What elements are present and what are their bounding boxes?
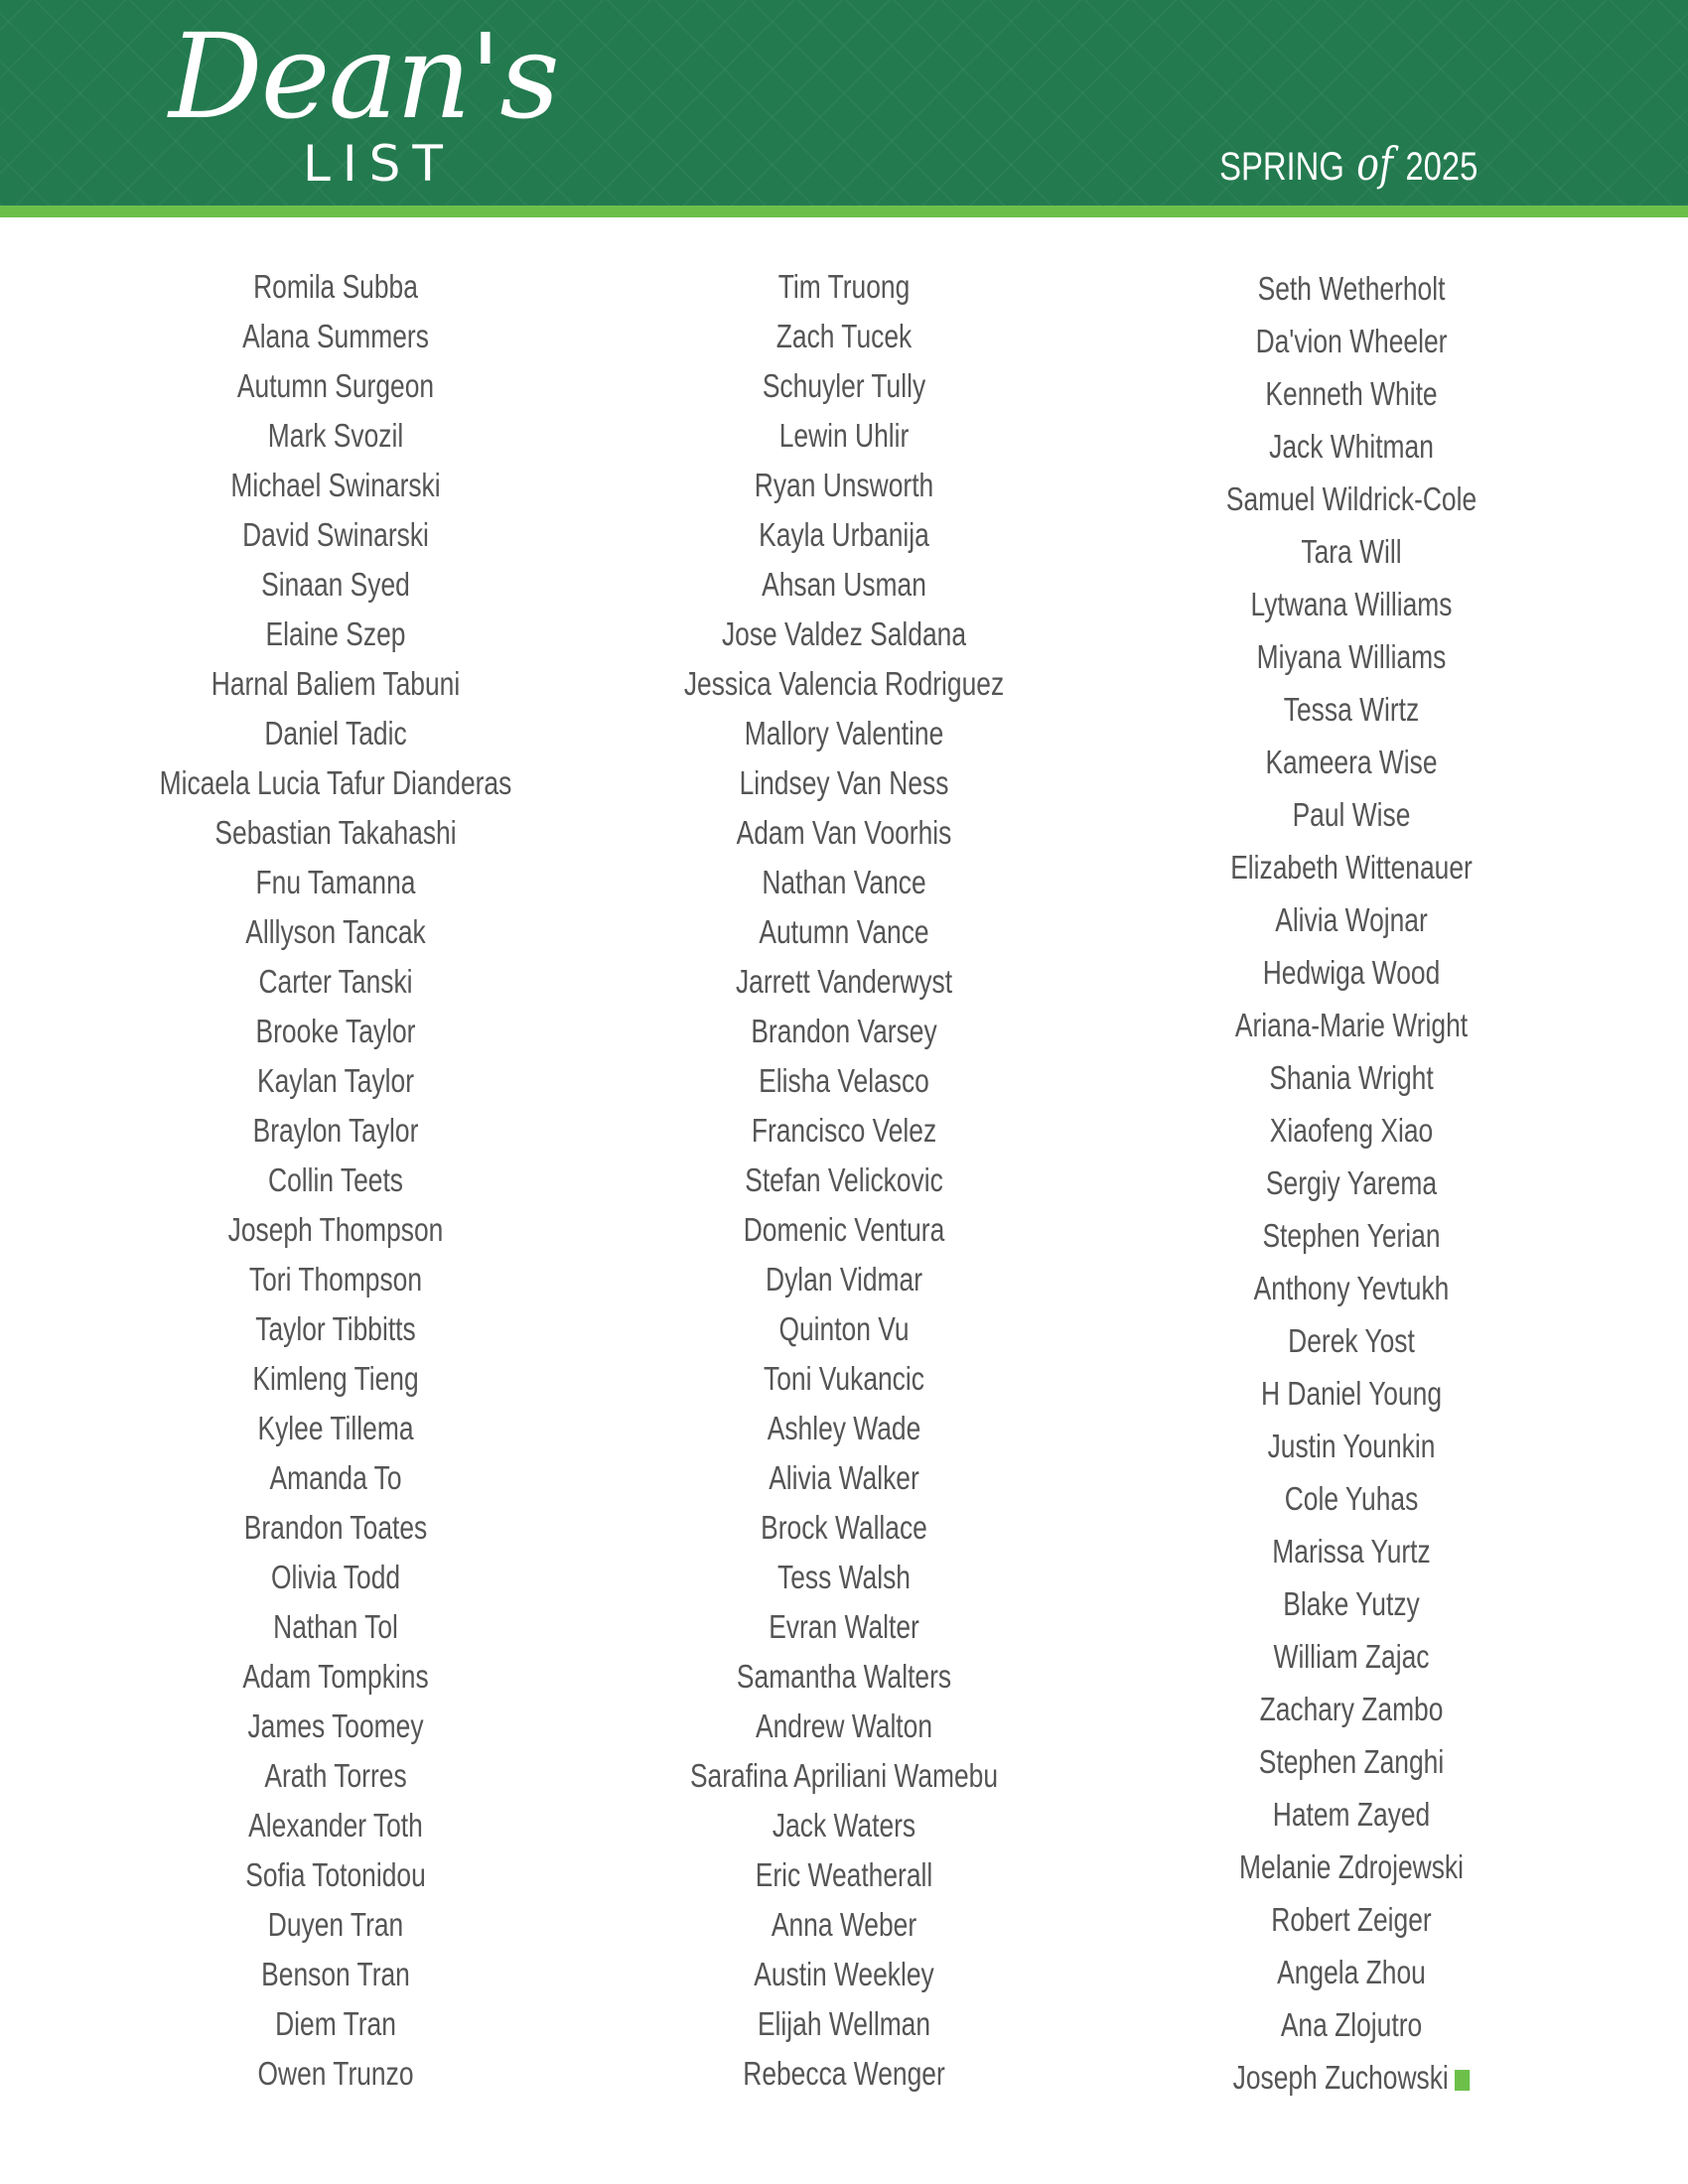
list-item [1145, 1630, 1558, 1683]
student-name: Kaylan Taylor [256, 1062, 414, 1099]
student-name: Elisha Velasco [759, 1062, 929, 1099]
term-label [1218, 137, 1477, 191]
student-name: Jarrett Vanderwyst [735, 963, 953, 1000]
list-item [129, 312, 542, 361]
student-name: Jack Waters [772, 1807, 916, 1843]
list-item [637, 1900, 1051, 1950]
student-name: Kayla Urbanija [759, 516, 929, 553]
student-name: Owen Trunzo [257, 2055, 414, 2092]
student-name: Ana Zlojutro [1280, 2006, 1423, 2043]
student-name: Hatem Zayed [1272, 1796, 1431, 1833]
list-item [637, 808, 1051, 858]
list-item [1145, 946, 1558, 999]
list-item [129, 758, 542, 808]
student-name: Brandon Toates [243, 1509, 428, 1546]
list-item [637, 2049, 1051, 2099]
list-item [1145, 2051, 1558, 2104]
list-item [1145, 999, 1558, 1051]
list-item [1145, 315, 1558, 367]
name-column-3 [1093, 262, 1610, 2104]
student-name: Ashley Wade [767, 1410, 921, 1446]
list-item [129, 709, 542, 758]
student-name: Nathan Tol [273, 1608, 398, 1645]
student-name: Micaela Lucia Tafur Dianderas [159, 764, 512, 801]
student-name: Mallory Valentine [744, 715, 944, 751]
student-name: Taylor Tibbitts [255, 1310, 416, 1347]
list-item [129, 1751, 542, 1801]
deans-list-logo-caps: LIST [303, 135, 455, 193]
student-name: Quinton Vu [778, 1310, 910, 1347]
student-name: Nathan Vance [762, 864, 926, 900]
list-item [1145, 841, 1558, 893]
list-item [637, 312, 1051, 361]
list-item [1145, 893, 1558, 946]
student-name: Alexander Toth [248, 1807, 423, 1843]
student-name: Alivia Wojnar [1275, 901, 1428, 938]
list-item [1145, 1051, 1558, 1104]
student-name: Braylon Taylor [252, 1112, 419, 1149]
list-item [1145, 736, 1558, 788]
list-item [1145, 420, 1558, 473]
student-name: Jack Whitman [1269, 428, 1434, 465]
list-item [637, 1850, 1051, 1900]
student-name: Francisco Velez [751, 1112, 937, 1149]
student-name: Da'vion Wheeler [1255, 323, 1448, 359]
student-name: Ryan Unsworth [754, 467, 934, 503]
student-name: Xiaofeng Xiao [1269, 1112, 1434, 1149]
list-item [129, 262, 542, 312]
name-column-1 [77, 262, 594, 2099]
list-item [637, 1751, 1051, 1801]
student-name: Duyen Tran [267, 1906, 404, 1943]
list-item [1145, 1683, 1558, 1735]
student-name: Autumn Surgeon [236, 367, 435, 404]
student-name: Kylee Tillema [257, 1410, 414, 1446]
student-name: Eric Weatherall [755, 1856, 933, 1893]
list-item [637, 1553, 1051, 1602]
list-item [637, 560, 1051, 610]
list-item [637, 858, 1051, 907]
student-name: Blake Yutzy [1283, 1585, 1420, 1622]
list-item [1145, 1998, 1558, 2051]
student-name: William Zajac [1273, 1638, 1430, 1675]
student-name: Kimleng Tieng [252, 1360, 419, 1397]
list-item [129, 560, 542, 610]
list-item [129, 1354, 542, 1404]
list-item [1145, 1735, 1558, 1788]
student-name: Samantha Walters [736, 1658, 952, 1695]
student-name: Adam Tompkins [242, 1658, 429, 1695]
term-of: of [1355, 137, 1393, 191]
student-name: Melanie Zdrojewski [1239, 1848, 1464, 1885]
list-item [1145, 788, 1558, 841]
list-item [637, 758, 1051, 808]
list-item [129, 1404, 542, 1453]
list-item [129, 957, 542, 1007]
student-name: Robert Zeiger [1271, 1901, 1432, 1938]
list-item [637, 1205, 1051, 1255]
list-item [637, 1702, 1051, 1751]
student-name: Jessica Valencia Rodriguez [683, 665, 1005, 702]
list-item [129, 2049, 542, 2099]
list-item [637, 1602, 1051, 1652]
student-name: Brock Wallace [761, 1509, 927, 1546]
list-item [129, 1850, 542, 1900]
list-item [1145, 1420, 1558, 1472]
student-name: Evran Walter [769, 1608, 919, 1645]
student-name: Alivia Walker [769, 1459, 919, 1496]
student-name: Elaine Szep [265, 615, 406, 652]
list-item [129, 1702, 542, 1751]
list-item [129, 1156, 542, 1205]
list-item [637, 411, 1051, 461]
list-item [1145, 578, 1558, 630]
list-item [1145, 473, 1558, 525]
student-name: Romila Subba [253, 268, 418, 305]
list-item [637, 1304, 1051, 1354]
student-name: Rebecca Wenger [743, 2055, 945, 2092]
list-item [129, 461, 542, 510]
student-name: Collin Teets [268, 1161, 403, 1198]
student-name: Lewin Uhlir [778, 417, 910, 454]
list-item [637, 1801, 1051, 1850]
list-item [1145, 1946, 1558, 1998]
student-name: Angela Zhou [1277, 1954, 1426, 1990]
student-name: Fnu Tamanna [255, 864, 416, 900]
list-item [637, 1354, 1051, 1404]
student-name: Joseph Thompson [227, 1211, 444, 1248]
list-item [637, 1950, 1051, 1999]
student-name: Elijah Wellman [757, 2005, 931, 2042]
student-name: James Toomey [247, 1707, 424, 1744]
student-name: Toni Vukancic [764, 1360, 924, 1397]
list-item [1145, 1841, 1558, 1893]
list-item [129, 1950, 542, 1999]
student-name: Sergiy Yarema [1265, 1164, 1438, 1201]
list-item [637, 1255, 1051, 1304]
student-name: Samuel Wildrick-Cole [1225, 480, 1477, 517]
list-item [129, 1801, 542, 1850]
student-name: Tess Walsh [777, 1559, 911, 1595]
student-name: Anthony Yevtukh [1253, 1270, 1450, 1306]
list-item [129, 659, 542, 709]
list-item [129, 361, 542, 411]
list-item [129, 1503, 542, 1553]
student-name: Joseph Zuchowski [1232, 2059, 1449, 2096]
list-item [637, 659, 1051, 709]
list-item [1145, 525, 1558, 578]
student-name: Cole Yuhas [1284, 1480, 1419, 1517]
list-item [637, 262, 1051, 312]
student-name: Elizabeth Wittenauer [1230, 849, 1473, 886]
student-name: Alllyson Tancak [245, 913, 426, 950]
list-item [129, 1007, 542, 1056]
student-name: Carter Tanski [258, 963, 413, 1000]
student-name: Jose Valdez Saldana [721, 615, 967, 652]
list-item [129, 858, 542, 907]
deans-list-logo-script: Dean's [169, 8, 558, 145]
student-name: Michael Swinarski [230, 467, 441, 503]
student-name: Domenic Ventura [743, 1211, 945, 1248]
list-item [129, 1553, 542, 1602]
list-item [129, 808, 542, 858]
student-name: Sarafina Apriliani Wamebu [689, 1757, 999, 1794]
list-item [129, 1205, 542, 1255]
student-name: Dylan Vidmar [766, 1261, 922, 1297]
list-item [1145, 683, 1558, 736]
student-name: Anna Weber [771, 1906, 917, 1943]
student-name: Austin Weekley [754, 1956, 934, 1992]
student-name: Derek Yost [1288, 1322, 1415, 1359]
list-item [637, 361, 1051, 411]
list-item [637, 1156, 1051, 1205]
student-name: Harnal Baliem Tabuni [211, 665, 461, 702]
student-name: Kenneth White [1265, 375, 1438, 412]
list-item [129, 1652, 542, 1702]
list-item [637, 1453, 1051, 1503]
student-name: Lindsey Van Ness [739, 764, 949, 801]
list-item [1145, 1314, 1558, 1367]
list-item [1145, 1577, 1558, 1630]
list-item [1145, 1157, 1558, 1209]
student-name: Olivia Todd [270, 1559, 401, 1595]
term-season: SPRING [1218, 145, 1344, 189]
list-item [1145, 262, 1558, 315]
term-year: 2025 [1405, 145, 1477, 189]
student-name: Tessa Wirtz [1283, 691, 1420, 728]
student-name: Seth Wetherholt [1257, 270, 1446, 307]
student-name: Daniel Tadic [264, 715, 407, 751]
list-item [129, 1304, 542, 1354]
list-item [1145, 1525, 1558, 1577]
student-name: Alana Summers [242, 318, 429, 354]
header-accent-stripe [0, 205, 1688, 217]
list-item [637, 510, 1051, 560]
list-item [637, 1503, 1051, 1553]
student-name: Zachary Zambo [1259, 1691, 1444, 1727]
list-item [637, 1652, 1051, 1702]
student-name: Stephen Yerian [1262, 1217, 1441, 1254]
student-name: Ariana-Marie Wright [1234, 1007, 1469, 1043]
student-name: H Daniel Young [1260, 1375, 1443, 1412]
list-item [1145, 630, 1558, 683]
list-item [1145, 367, 1558, 420]
student-name: Miyana Williams [1256, 638, 1447, 675]
list-item [129, 1900, 542, 1950]
student-name: Marissa Yurtz [1272, 1533, 1431, 1570]
list-item [129, 1255, 542, 1304]
list-item [637, 907, 1051, 957]
list-item [129, 1999, 542, 2049]
list-item [1145, 1472, 1558, 1525]
list-item [1145, 1893, 1558, 1946]
student-name: Zach Tucek [775, 318, 913, 354]
end-mark-square [1455, 2070, 1470, 2091]
student-name: Benson Tran [261, 1956, 410, 1992]
list-item [129, 411, 542, 461]
list-item [129, 610, 542, 659]
list-item [1145, 1209, 1558, 1262]
student-name: Hedwiga Wood [1262, 954, 1441, 991]
name-column-2 [586, 262, 1102, 2099]
list-item [637, 709, 1051, 758]
header-banner [0, 0, 1688, 205]
list-item [637, 1056, 1051, 1106]
student-name: Kameera Wise [1265, 744, 1438, 780]
list-item [1145, 1367, 1558, 1420]
list-item [1145, 1788, 1558, 1841]
list-item [129, 907, 542, 957]
list-item [637, 957, 1051, 1007]
list-item [637, 1106, 1051, 1156]
student-name: Tim Truong [777, 268, 911, 305]
student-name: Shania Wright [1269, 1059, 1434, 1096]
student-name: Sofia Totonidou [245, 1856, 426, 1893]
student-name: Adam Van Voorhis [736, 814, 952, 851]
list-item [637, 1404, 1051, 1453]
student-name: Andrew Walton [755, 1707, 933, 1744]
student-name: Arath Torres [264, 1757, 407, 1794]
list-item [129, 1453, 542, 1503]
list-item [129, 1056, 542, 1106]
student-name: Brandon Varsey [751, 1013, 937, 1049]
student-name: Autumn Vance [759, 913, 929, 950]
list-item [637, 1007, 1051, 1056]
list-item [637, 610, 1051, 659]
student-name: Diem Tran [275, 2005, 396, 2042]
student-name: Sinaan Syed [261, 566, 410, 603]
student-name: Justin Younkin [1267, 1428, 1436, 1464]
student-name: Schuyler Tully [762, 367, 926, 404]
student-name: Stephen Zanghi [1258, 1743, 1445, 1780]
list-item [637, 461, 1051, 510]
student-name: Lytwana Williams [1250, 586, 1453, 622]
student-name: Paul Wise [1292, 796, 1411, 833]
student-name: Amanda To [269, 1459, 402, 1496]
student-name: Mark Svozil [267, 417, 404, 454]
student-name: Sebastian Takahashi [214, 814, 457, 851]
student-name: Tori Thompson [248, 1261, 423, 1297]
student-name: David Swinarski [242, 516, 429, 553]
list-item [1145, 1262, 1558, 1314]
list-item [129, 1106, 542, 1156]
student-name: Brooke Taylor [255, 1013, 416, 1049]
list-item [637, 1999, 1051, 2049]
student-name: Ahsan Usman [762, 566, 926, 603]
list-item [129, 510, 542, 560]
student-name: Tara Will [1301, 533, 1402, 570]
student-name: Stefan Velickovic [745, 1161, 943, 1198]
list-item [1145, 1104, 1558, 1157]
list-item [129, 1602, 542, 1652]
